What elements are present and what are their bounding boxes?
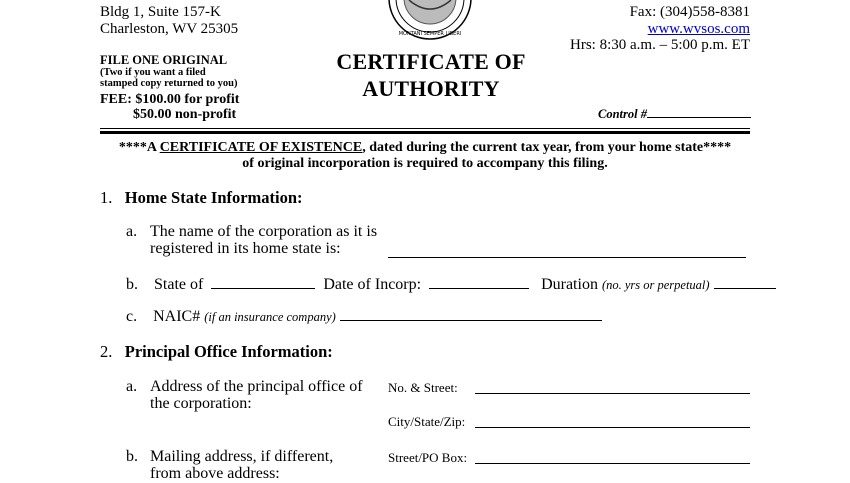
street-po-box-input[interactable] [475, 463, 750, 464]
section2-a-letter: a. [126, 378, 138, 395]
fee-profit: FEE: $100.00 for profit [100, 92, 240, 107]
certificate-notice-line2: of original incorporation is required to accompany this filing. [242, 156, 608, 171]
street-input[interactable] [475, 393, 750, 394]
street-po-box-label: Street/PO Box: [388, 450, 468, 465]
section1-c-letter: c. [126, 308, 138, 325]
office-address-line2: Charleston, WV 25305 [100, 21, 239, 37]
certificate-of-existence-link[interactable]: CERTIFICATE OF EXISTENCE [159, 140, 363, 155]
website-link[interactable]: www.wvsos.com [647, 21, 750, 37]
state-of-input[interactable] [211, 287, 315, 289]
section1-heading [100, 188, 303, 208]
file-instructions-line2: (Two if you want a filed [100, 67, 206, 78]
section2-title: Principal Office Information: [124, 342, 333, 361]
divider-top [100, 128, 750, 129]
date-of-incorp-input[interactable] [429, 287, 529, 289]
section1-b-letter: b. [126, 276, 138, 293]
control-number-label: Control # [598, 107, 647, 121]
street-label: No. & Street: [388, 380, 458, 395]
corporation-name-input[interactable] [388, 257, 746, 258]
page-title-line2: AUTHORITY [362, 76, 500, 101]
control-number-field[interactable] [598, 107, 751, 122]
section2-b-letter: b. [126, 448, 138, 465]
section2-heading [100, 342, 333, 362]
date-of-incorp-label: Date of Incorp: [323, 276, 422, 293]
notice-prefix: ****A [118, 140, 160, 155]
section2-b-line2: from above address: [150, 465, 280, 482]
fax-number: Fax: (304)558-8381 [629, 4, 750, 20]
office-address-line1: Bldg 1, Suite 157-K [100, 4, 221, 20]
city-state-zip-label: City/State/Zip: [388, 414, 466, 429]
naic-label: NAIC# [153, 308, 201, 325]
section1-b-row [126, 276, 776, 294]
section2-a-line2: the corporation: [150, 395, 252, 412]
office-hours: Hrs: 8:30 a.m. – 5:00 p.m. ET [570, 37, 750, 53]
duration-note: (no. yrs or perpetual) [601, 278, 710, 292]
notice-rest: , dated during the current tax year, from your home state**** [362, 140, 732, 155]
section1-number: 1. [100, 188, 113, 207]
file-instructions-line3: stamped copy returned to you) [100, 78, 238, 89]
svg-text:MONTANI SEMPER LIBERI: MONTANI SEMPER LIBERI [398, 31, 462, 37]
section1-c-row [126, 308, 602, 326]
page-title-line1: CERTIFICATE OF [336, 49, 526, 74]
file-instructions-title: FILE ONE ORIGINAL [100, 53, 228, 67]
section2-a-line1: Address of the principal office of [150, 378, 363, 395]
certificate-notice-line1 [100, 140, 750, 156]
city-state-zip-input[interactable] [475, 427, 750, 428]
section1-title: Home State Information: [124, 188, 303, 207]
state-seal-logo [387, 0, 473, 42]
duration-input[interactable] [714, 287, 776, 289]
fee-nonprofit: $50.00 non-profit [133, 107, 237, 122]
naic-input[interactable] [340, 319, 602, 321]
naic-note: (if an insurance company) [204, 310, 336, 324]
section2-b-line1: Mailing address, if different, [150, 448, 334, 465]
section1-a-letter: a. [126, 223, 138, 240]
section1-a-line1: The name of the corporation as it is [150, 223, 378, 240]
state-of-label: State of [154, 276, 204, 293]
duration-label: Duration [541, 276, 598, 293]
section2-number: 2. [100, 342, 113, 361]
divider-thick [100, 131, 750, 134]
section1-a-line2: registered in its home state is: [150, 240, 341, 257]
